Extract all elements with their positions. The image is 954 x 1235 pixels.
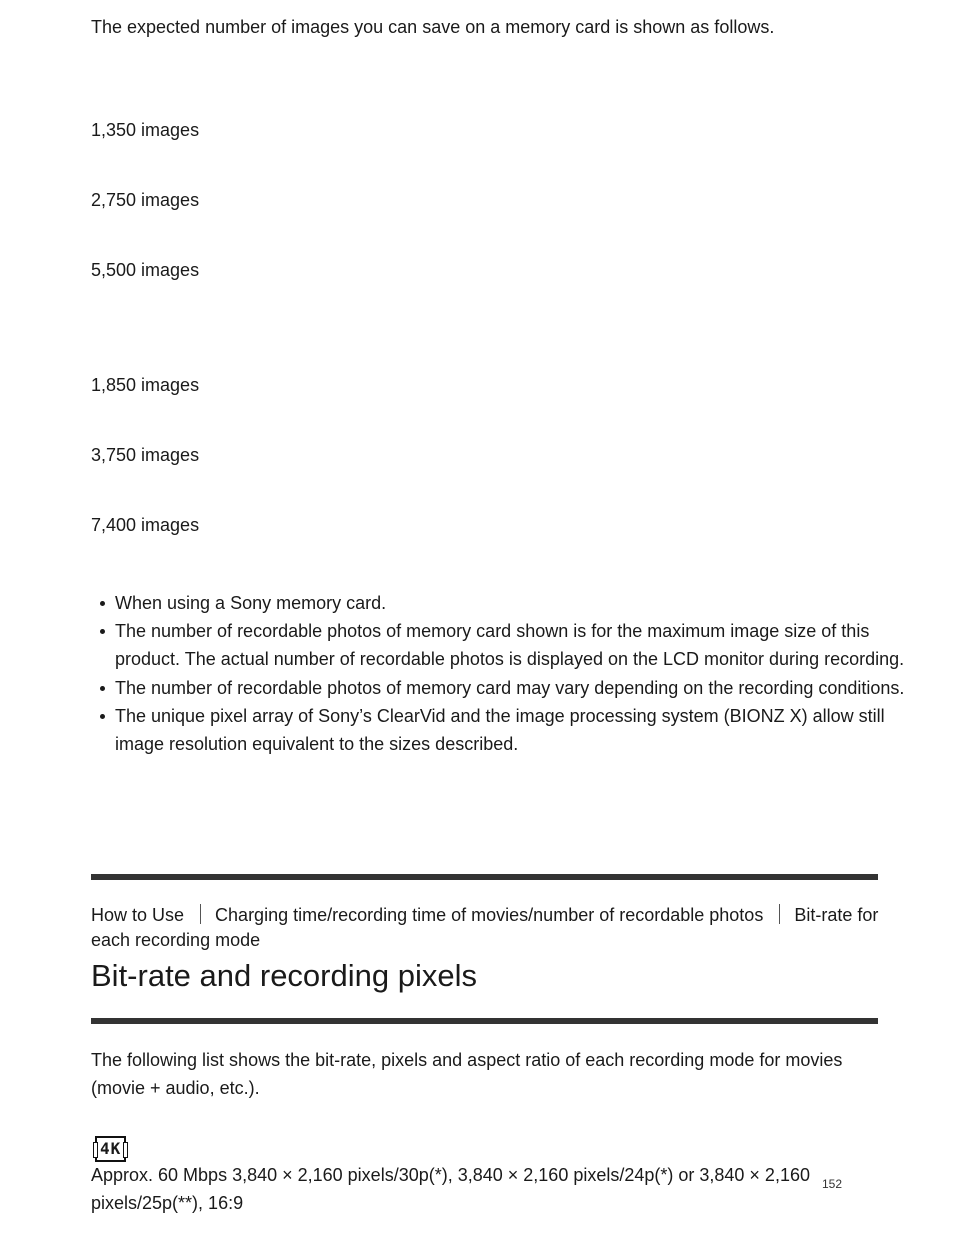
4k-mode-icon: 4K — [95, 1136, 126, 1162]
intro-text: The expected number of images you can save on a memory card is shown as follows. — [91, 17, 775, 37]
note-item: The number of recordable photos of memory card shown is for the maximum image size of this product. The actual number of recordable photos is displayed on the LCD monitor during recording. — [115, 617, 905, 673]
image-count: 2,750 images — [91, 190, 200, 210]
image-count: 7,400 images — [91, 515, 200, 535]
description-text: The following list shows the bit-rate, pixels and aspect ratio of each recording mode for movies (movie + audio, etc.). — [91, 1050, 843, 1099]
image-count: 3,750 images — [91, 445, 200, 465]
section-divider — [91, 874, 878, 880]
breadcrumb-separator — [779, 904, 780, 924]
image-count: 1,350 images — [91, 120, 200, 140]
page-number: 152 — [822, 1177, 843, 1191]
breadcrumb-item[interactable]: Bit-rate for each recording mode — [91, 905, 879, 950]
image-count: 1,850 images — [91, 375, 200, 395]
mode-spec-text: Approx. 60 Mbps 3,840 × 2,160 pixels/30p(*), 3,840 × 2,160 pixels/24p(*) or 3,840 × 2,160 pixels/25p(**), 16:9 — [91, 1165, 810, 1214]
breadcrumb-item[interactable]: How to Use — [91, 905, 185, 925]
title-divider — [91, 1018, 878, 1024]
breadcrumb — [91, 903, 881, 953]
note-item: The number of recordable photos of memory card may vary depending on the recording conditions. — [115, 674, 905, 702]
breadcrumb-separator — [200, 904, 201, 924]
breadcrumb-item[interactable]: Charging time/recording time of movies/number of recordable photos — [215, 905, 764, 925]
note-item: The unique pixel array of Sony’s ClearVid and the image processing system (BIONZ X) allow still image resolution equivalent to the sizes described. — [115, 702, 905, 758]
notes-list — [91, 589, 905, 758]
note-item: When using a Sony memory card. — [115, 589, 905, 617]
page-title: Bit-rate and recording pixels — [91, 958, 477, 993]
image-count: 5,500 images — [91, 260, 200, 280]
